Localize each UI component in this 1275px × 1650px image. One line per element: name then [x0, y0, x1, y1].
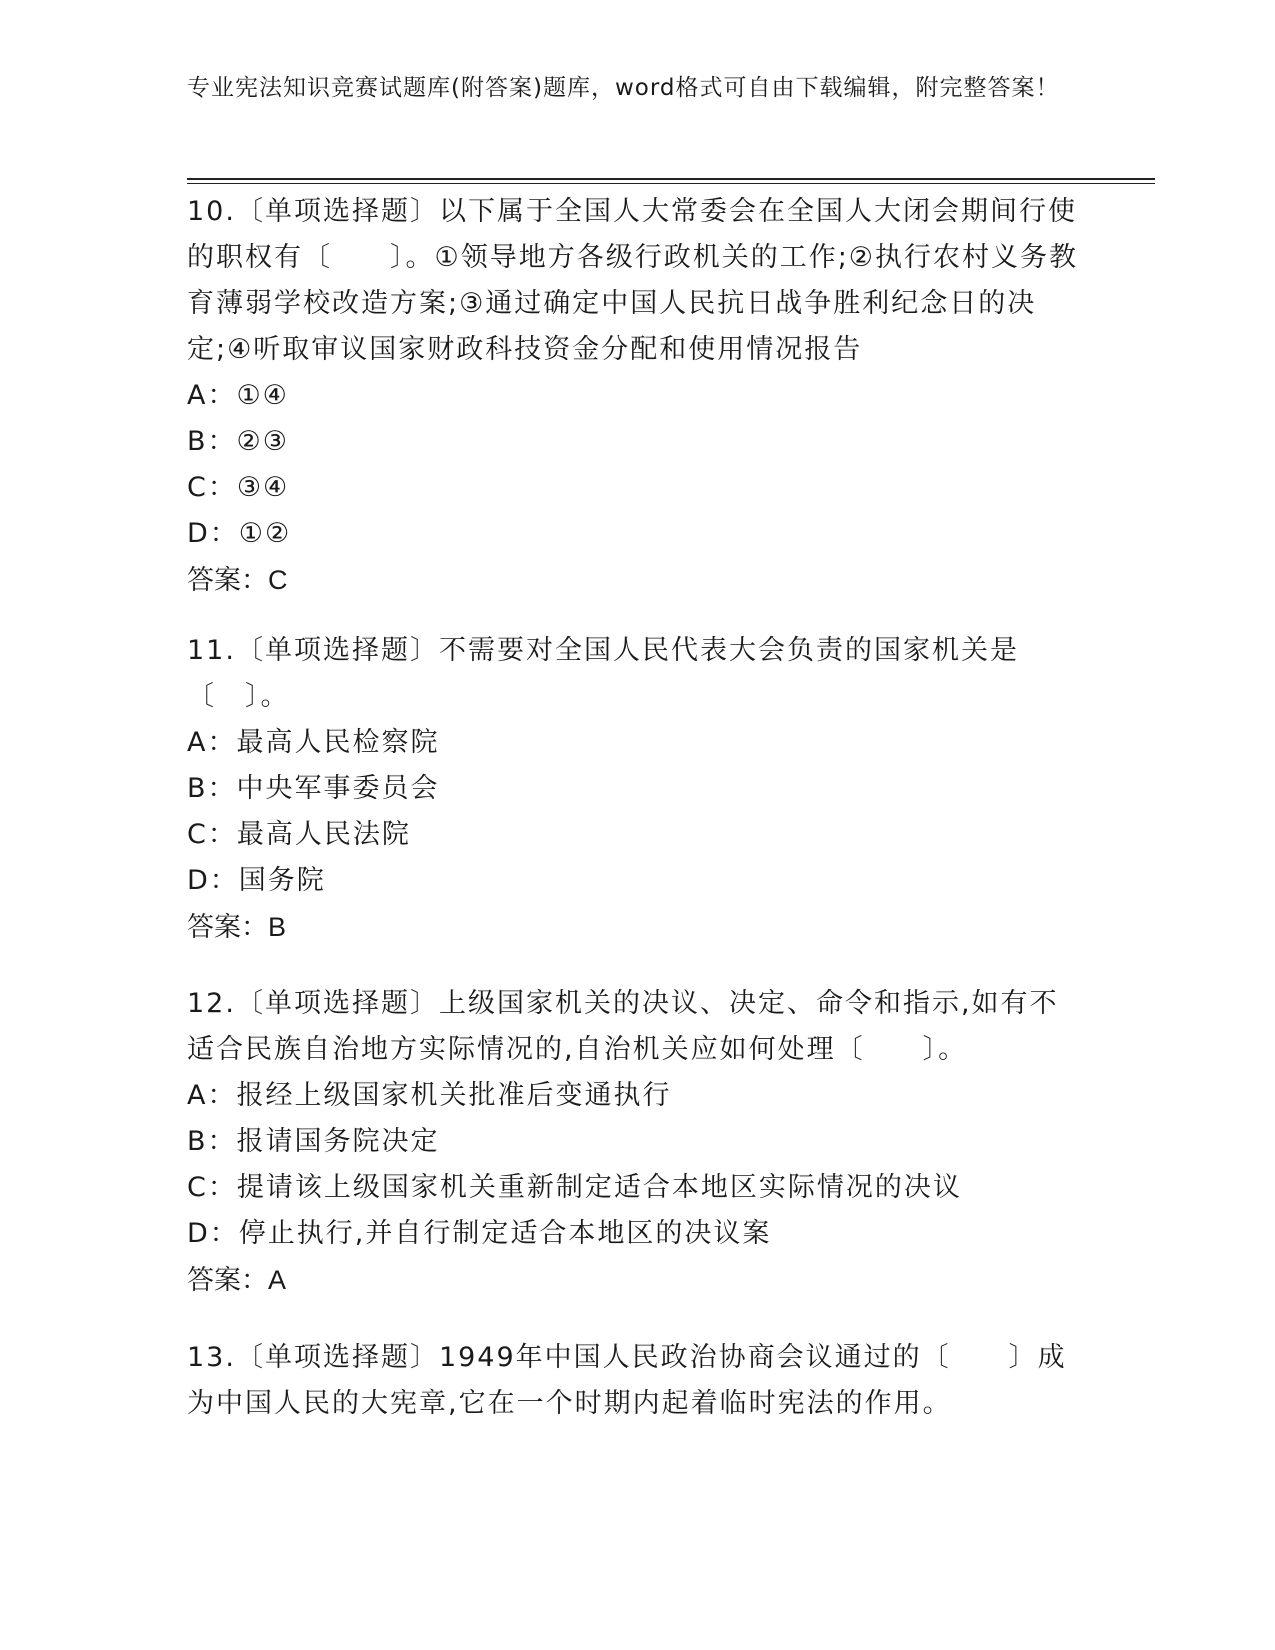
question-text: 11.〔单项选择题〕不需要对全国人民代表大会负责的国家机关是〔 〕。	[187, 635, 1019, 712]
option-a: A：报经上级国家机关批准后变通执行	[187, 1080, 672, 1111]
question-13	[187, 1335, 1087, 1427]
option-a: A：最高人民检察院	[187, 727, 440, 758]
option-c: C：提请该上级国家机关重新制定适合本地区实际情况的决议	[187, 1172, 962, 1203]
question-text: 10.〔单项选择题〕以下属于全国人大常委会在全国人大闭会期间行使的职权有〔 〕。①领导地方各级行政机关的工作;②执行农村义务教育薄弱学校改造方案;③通过确定中国人民抗日战争胜利纪念日的决定;④听取审议国家财政科技资金分配和使用情况报告	[187, 196, 1079, 365]
question-10	[187, 189, 1087, 603]
document-header: 专业宪法知识竞赛试题库(附答案)题库，word格式可自由下载编辑，附完整答案！	[187, 75, 1060, 101]
question-text: 13.〔单项选择题〕1949年中国人民政治协商会议通过的〔 〕成为中国人民的大宪章,它在一个时期内起着临时宪法的作用。	[187, 1342, 1067, 1419]
option-b: B：报请国务院决定	[187, 1126, 440, 1157]
option-d: D：①②	[187, 518, 292, 549]
option-a: A：①④	[187, 380, 289, 411]
header-rule-thick	[187, 178, 1155, 180]
option-b: B：中央军事委员会	[187, 773, 440, 804]
option-d: D：停止执行,并自行制定适合本地区的决议案	[187, 1218, 772, 1249]
answer: 答案：C	[187, 565, 288, 595]
option-c: C：③④	[187, 472, 290, 503]
question-11	[187, 628, 1087, 950]
answer: 答案：B	[187, 912, 287, 942]
option-d: D：国务院	[187, 865, 326, 896]
question-text: 12.〔单项选择题〕上级国家机关的决议、决定、命令和指示,如有不适合民族自治地方实际情况的,自治机关应如何处理〔 〕。	[187, 988, 1059, 1065]
question-12	[187, 981, 1087, 1303]
option-b: B：②③	[187, 426, 289, 457]
option-c: C：最高人民法院	[187, 819, 411, 850]
answer: 答案：A	[187, 1265, 287, 1295]
header-rule-thin	[187, 183, 1155, 184]
